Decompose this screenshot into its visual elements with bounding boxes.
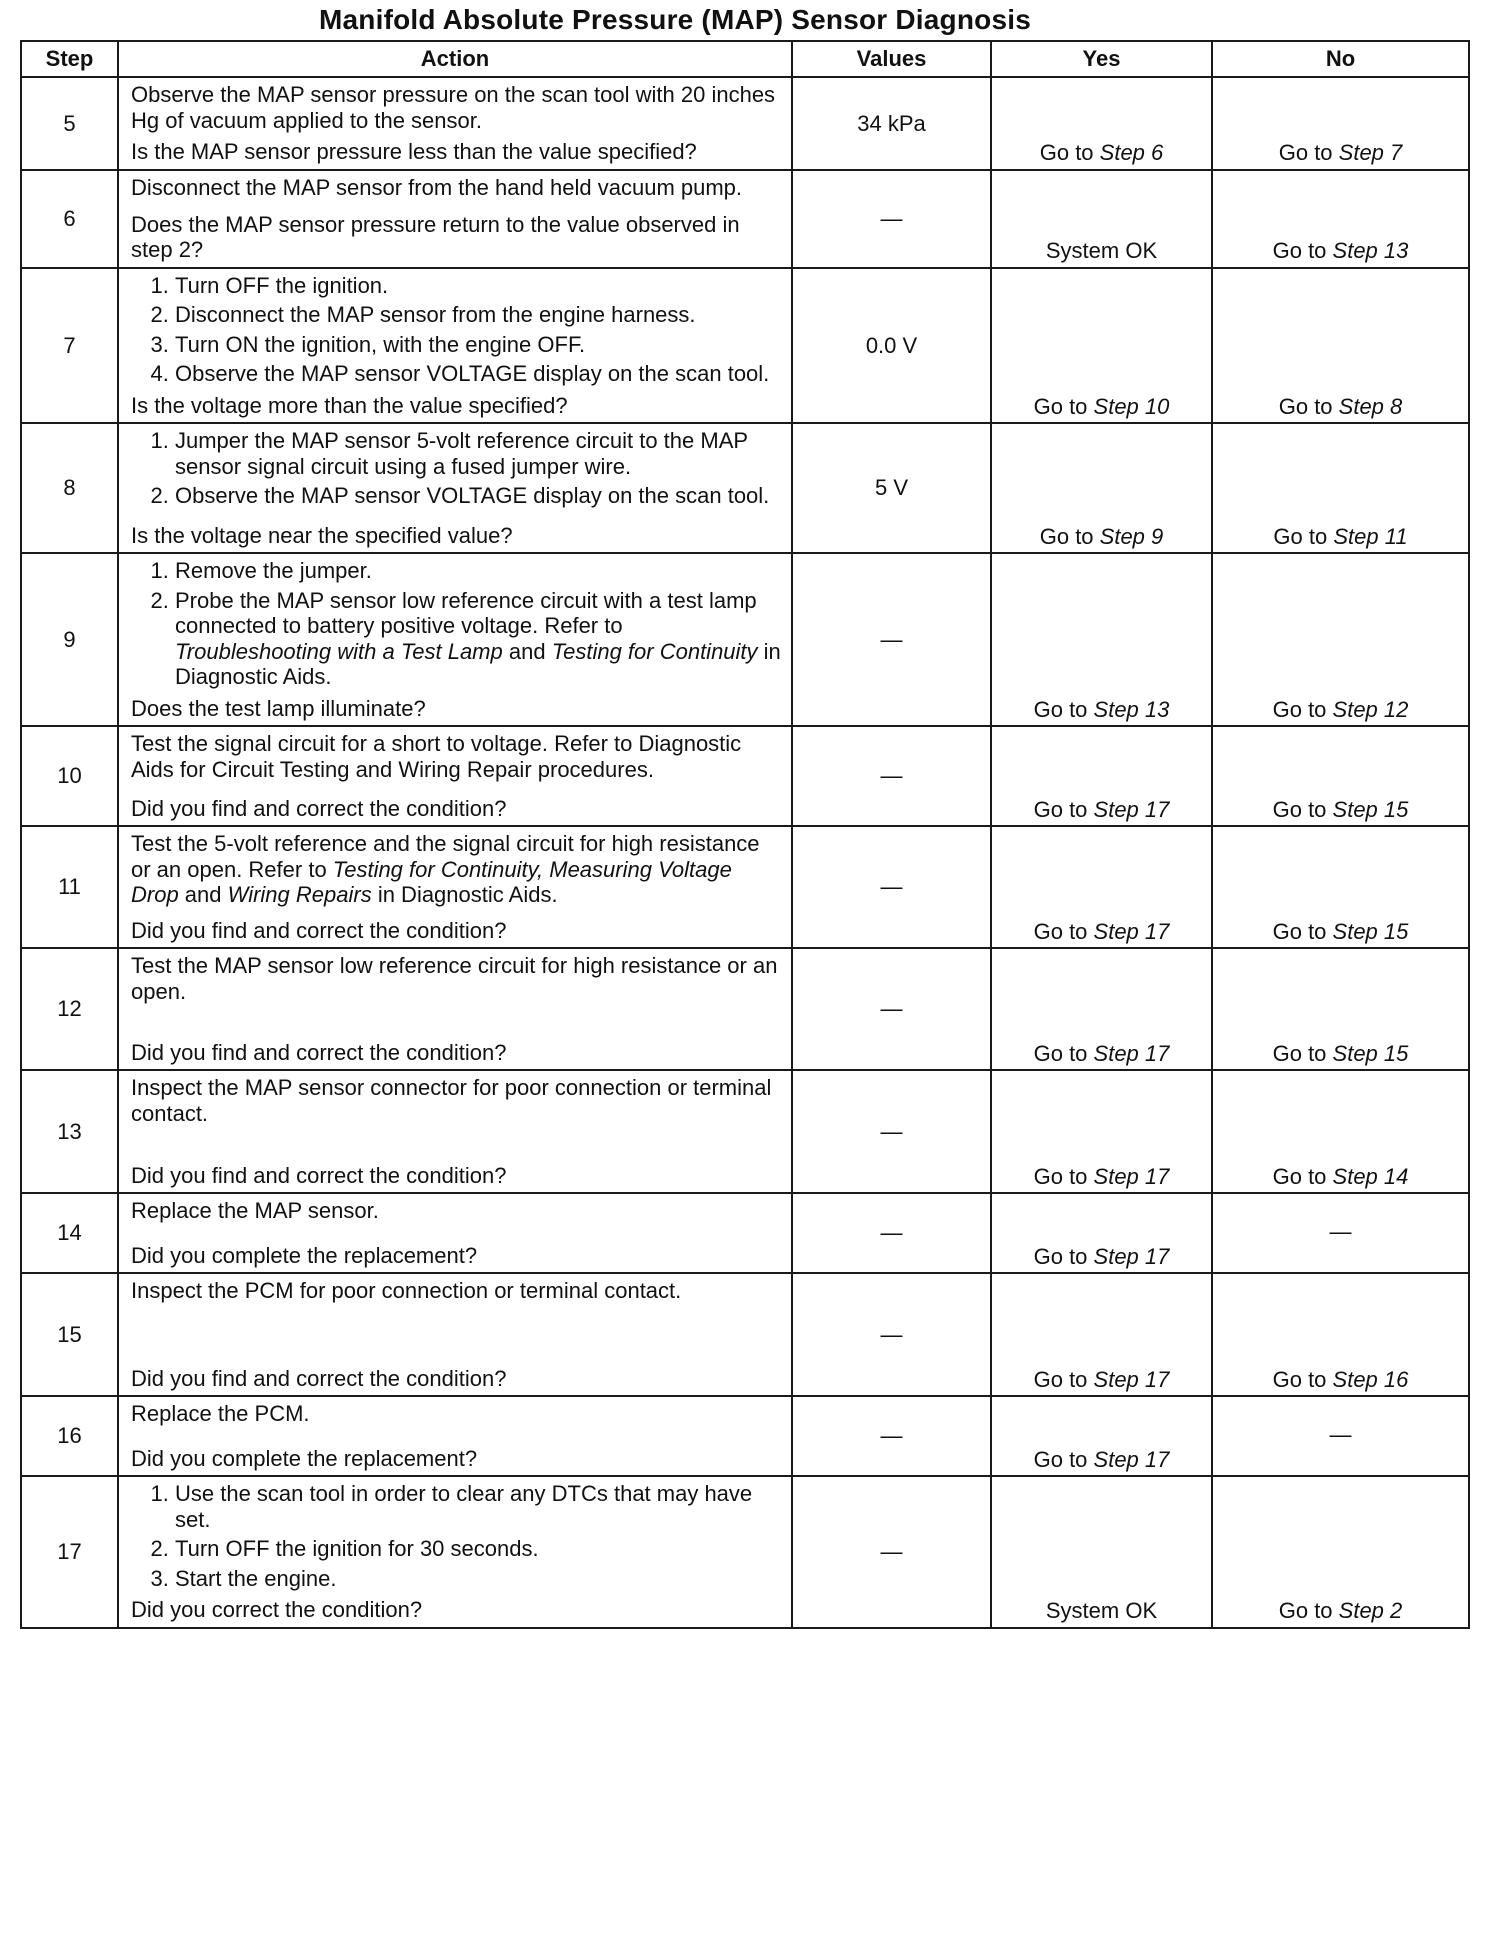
action-question: Did you find and correct the condition?: [131, 1039, 507, 1065]
no-cell: [1212, 1396, 1469, 1476]
answer-text: Go to: [1033, 796, 1094, 822]
step-number: 16: [21, 1396, 118, 1476]
answer-text: —: [1329, 1219, 1352, 1245]
action-step-item: 1. Remove the jumper.: [175, 558, 781, 584]
action-question: Did you find and correct the condition?: [131, 795, 507, 821]
table-row: [21, 1396, 1469, 1476]
table-row: [21, 726, 1469, 826]
header-values: Values: [792, 41, 991, 77]
action-step-item: 4. Observe the MAP sensor VOLTAGE display on the scan tool.: [175, 361, 781, 387]
step-number: 13: [21, 1070, 118, 1193]
action-content: [131, 175, 781, 263]
answer-text: Go to: [1272, 1163, 1333, 1189]
step-number: 5: [21, 77, 118, 170]
action-paragraph: Inspect the PCM for poor connection or terminal contact.: [131, 1278, 682, 1304]
value-cell: —: [792, 170, 991, 268]
header-yes: Yes: [991, 41, 1212, 77]
action-cell: [118, 1396, 792, 1476]
value-cell: 34 kPa: [792, 77, 991, 170]
action-question: Did you find and correct the condition?: [131, 1162, 507, 1188]
action-cell: [118, 948, 792, 1070]
answer-text: Go to: [1039, 140, 1100, 166]
action-step-item: 1. Turn OFF the ignition.: [175, 273, 781, 299]
action-cell: [118, 268, 792, 424]
action-step-item: 2. Turn OFF the ignition for 30 seconds.: [175, 1536, 781, 1562]
answer-text: Go to: [1033, 1163, 1094, 1189]
action-content: [131, 273, 781, 419]
action-step-item: 2. Observe the MAP sensor VOLTAGE display on the scan tool.: [175, 483, 781, 509]
table-row: [21, 1193, 1469, 1273]
step-reference: Step 17: [1093, 1163, 1170, 1189]
value-cell: —: [792, 1476, 991, 1628]
action-cell: [118, 423, 792, 553]
action-cell: [118, 1193, 792, 1273]
action-question: Is the voltage more than the value specified?: [131, 392, 568, 418]
action-step-item: 1. Jumper the MAP sensor 5-volt reference circuit to the MAP sensor signal circuit using a fused jumper wire.: [175, 428, 781, 479]
step-number: 15: [21, 1273, 118, 1396]
action-instructions: [131, 953, 781, 1010]
no-cell: [1212, 268, 1469, 424]
action-question: Does the MAP sensor pressure return to the value observed in step 2?: [131, 211, 740, 263]
table-row: [21, 553, 1469, 726]
action-question: Is the voltage near the specified value?: [131, 522, 513, 548]
yes-cell: [991, 1273, 1212, 1396]
action-cell: [118, 77, 792, 170]
answer-text: Go to: [1033, 918, 1094, 944]
step-reference: Step 13: [1332, 238, 1409, 264]
header-step: Step: [21, 41, 118, 77]
action-question: Did you complete the replacement?: [131, 1445, 478, 1471]
action-question: Did you correct the condition?: [131, 1597, 423, 1623]
step-reference: Step 15: [1332, 796, 1409, 822]
yes-cell: [991, 1396, 1212, 1476]
value-cell: —: [792, 1193, 991, 1273]
table-body: [21, 77, 1469, 1628]
no-cell: [1212, 726, 1469, 826]
header-row: [21, 41, 1469, 77]
action-cell: [118, 553, 792, 726]
action-instructions: [131, 1075, 781, 1132]
action-instructions: [131, 175, 781, 207]
action-step-item: 3. Turn ON the ignition, with the engine OFF.: [175, 332, 781, 358]
no-cell: [1212, 1476, 1469, 1628]
action-cell: [118, 1273, 792, 1396]
step-reference: Step 17: [1093, 1366, 1170, 1392]
yes-cell: [991, 826, 1212, 948]
action-question: Did you find and correct the condition?: [131, 917, 507, 943]
answer-text: Go to: [1272, 1040, 1333, 1066]
action-paragraph: Replace the PCM.: [131, 1401, 310, 1427]
step-reference: Step 16: [1332, 1366, 1409, 1392]
action-instructions: [131, 558, 781, 696]
step-reference: Step 15: [1332, 1040, 1409, 1066]
answer-text: Go to: [1272, 238, 1333, 264]
step-reference: Step 8: [1338, 393, 1403, 419]
step-reference: Step 9: [1099, 523, 1164, 549]
yes-cell: [991, 553, 1212, 726]
action-instructions: [131, 831, 781, 914]
answer-text: Go to: [1033, 393, 1094, 419]
action-paragraph: Test the MAP sensor low reference circuit for high resistance or an open.: [131, 953, 778, 1004]
value-cell: 0.0 V: [792, 268, 991, 424]
step-reference: Step 6: [1099, 140, 1164, 166]
step-reference: Step 15: [1332, 918, 1409, 944]
no-cell: [1212, 423, 1469, 553]
step-number: 17: [21, 1476, 118, 1628]
step-number: 14: [21, 1193, 118, 1273]
action-content: [131, 428, 781, 548]
step-reference: Step 17: [1093, 1243, 1170, 1269]
action-content: [131, 1075, 781, 1188]
action-step-list: [131, 1481, 781, 1591]
table-row: [21, 423, 1469, 553]
action-question: Does the test lamp illuminate?: [131, 695, 426, 721]
answer-text: Go to: [1273, 523, 1334, 549]
action-cell: [118, 1476, 792, 1628]
action-content: [131, 1401, 781, 1471]
step-reference: Step 7: [1338, 140, 1403, 166]
action-step-list: [131, 558, 781, 690]
action-step-item: 3. Start the engine.: [175, 1566, 781, 1592]
answer-text: Go to: [1033, 1446, 1094, 1472]
action-instructions: [131, 428, 781, 515]
no-cell: [1212, 948, 1469, 1070]
action-content: [131, 82, 781, 165]
action-instructions: [131, 1278, 781, 1310]
answer-text: Go to: [1278, 393, 1339, 419]
action-paragraph: Test the signal circuit for a short to voltage. Refer to Diagnostic Aids for Circuit Testing and Wiring Repair procedures.: [131, 731, 742, 782]
step-reference: Step 11: [1333, 523, 1408, 549]
answer-text: System OK: [1045, 1598, 1158, 1624]
answer-text: Go to: [1272, 1366, 1333, 1392]
document-title: Manifold Absolute Pressure (MAP) Sensor Diagnosis: [319, 4, 1031, 35]
header-no: No: [1212, 41, 1469, 77]
yes-cell: [991, 948, 1212, 1070]
value-cell: —: [792, 1070, 991, 1193]
yes-cell: [991, 726, 1212, 826]
action-step-list: [131, 428, 781, 509]
action-step-item: 1. Use the scan tool in order to clear any DTCs that may have set.: [175, 1481, 781, 1532]
action-paragraph: Inspect the MAP sensor connector for poor connection or terminal contact.: [131, 1075, 772, 1126]
action-instructions: [131, 1198, 781, 1230]
no-cell: [1212, 77, 1469, 170]
step-reference: Step 12: [1332, 696, 1409, 722]
step-reference: Step 17: [1093, 1040, 1170, 1066]
answer-text: Go to: [1033, 1040, 1094, 1066]
action-cell: [118, 726, 792, 826]
action-paragraph: Test the 5-volt reference and the signal circuit for high resistance or an open. Refer to Testing for Continuity, Measuring Voltage Drop and Wiring Repairs in Diagnostic Aids.: [131, 831, 760, 908]
answer-text: —: [1329, 1422, 1352, 1448]
step-reference: Step 2: [1338, 1598, 1403, 1624]
step-number: 7: [21, 268, 118, 424]
answer-text: Go to: [1033, 1366, 1094, 1392]
no-cell: [1212, 1193, 1469, 1273]
italic-reference: Wiring Repairs: [227, 882, 372, 908]
yes-cell: [991, 170, 1212, 268]
action-step-list: [131, 273, 781, 387]
action-instructions: [131, 82, 781, 139]
answer-text: Go to: [1278, 1598, 1339, 1624]
answer-text: Go to: [1278, 140, 1339, 166]
step-number: 6: [21, 170, 118, 268]
action-cell: [118, 826, 792, 948]
action-cell: [118, 1070, 792, 1193]
table-row: [21, 1476, 1469, 1628]
yes-cell: [991, 1476, 1212, 1628]
no-cell: [1212, 1070, 1469, 1193]
value-cell: —: [792, 1396, 991, 1476]
action-paragraph: Replace the MAP sensor.: [131, 1198, 379, 1224]
action-instructions: [131, 1481, 781, 1597]
step-reference: Step 14: [1332, 1163, 1409, 1189]
yes-cell: [991, 423, 1212, 553]
action-content: [131, 731, 781, 821]
value-cell: —: [792, 948, 991, 1070]
action-content: [131, 831, 781, 943]
yes-cell: [991, 268, 1212, 424]
step-number: 11: [21, 826, 118, 948]
no-cell: [1212, 170, 1469, 268]
action-cell: [118, 170, 792, 268]
action-instructions: [131, 731, 781, 788]
value-cell: —: [792, 826, 991, 948]
step-reference: Step 17: [1093, 918, 1170, 944]
table-row: [21, 77, 1469, 170]
yes-cell: [991, 1070, 1212, 1193]
value-cell: 5 V: [792, 423, 991, 553]
step-reference: Step 17: [1093, 1446, 1170, 1472]
action-paragraph: Observe the MAP sensor pressure on the scan tool with 20 inches Hg of vacuum applied to the sensor.: [131, 82, 776, 133]
action-step-item: 2. Probe the MAP sensor low reference circuit with a test lamp connected to battery positive voltage. Refer to Troubleshooting with a Test Lamp and Testing for Continuity in Diagnostic Aids.: [175, 588, 781, 690]
table-row: [21, 170, 1469, 268]
diagnosis-table: [20, 40, 1470, 1629]
step-reference: Step 10: [1093, 393, 1170, 419]
table-row: [21, 1273, 1469, 1396]
value-cell: —: [792, 726, 991, 826]
value-cell: —: [792, 553, 991, 726]
action-content: [131, 953, 781, 1065]
step-number: 12: [21, 948, 118, 1070]
answer-text: Go to: [1039, 523, 1100, 549]
action-content: [131, 1198, 781, 1268]
step-reference: Step 13: [1093, 696, 1170, 722]
table-row: [21, 948, 1469, 1070]
step-reference: Step 17: [1093, 796, 1170, 822]
answer-text: Go to: [1272, 918, 1333, 944]
no-cell: [1212, 826, 1469, 948]
no-cell: [1212, 553, 1469, 726]
answer-text: Go to: [1272, 796, 1333, 822]
action-instructions: [131, 1401, 781, 1433]
answer-text: System OK: [1045, 238, 1158, 264]
action-content: [131, 1481, 781, 1623]
action-paragraph: Disconnect the MAP sensor from the hand held vacuum pump.: [131, 174, 743, 200]
answer-text: Go to: [1033, 1243, 1094, 1269]
action-content: [131, 558, 781, 721]
no-cell: [1212, 1273, 1469, 1396]
step-number: 8: [21, 423, 118, 553]
action-question: Is the MAP sensor pressure less than the value specified?: [131, 139, 697, 165]
action-question: Did you complete the replacement?: [131, 1242, 478, 1268]
answer-text: Go to: [1033, 696, 1094, 722]
action-question: Did you find and correct the condition?: [131, 1365, 507, 1391]
header-action: Action: [118, 41, 792, 77]
action-step-item: 2. Disconnect the MAP sensor from the engine harness.: [175, 302, 781, 328]
italic-reference: Troubleshooting with a Test Lamp: [175, 638, 503, 664]
value-cell: —: [792, 1273, 991, 1396]
action-content: [131, 1278, 781, 1391]
table-row: [21, 268, 1469, 424]
table-row: [21, 826, 1469, 948]
italic-reference: Testing for Continuity, Measuring Voltage Drop: [131, 856, 732, 908]
yes-cell: [991, 77, 1212, 170]
italic-reference: Testing for Continuity: [551, 638, 758, 664]
table-row: [21, 1070, 1469, 1193]
action-instructions: [131, 273, 781, 393]
yes-cell: [991, 1193, 1212, 1273]
step-number: 10: [21, 726, 118, 826]
step-number: 9: [21, 553, 118, 726]
answer-text: Go to: [1272, 696, 1333, 722]
